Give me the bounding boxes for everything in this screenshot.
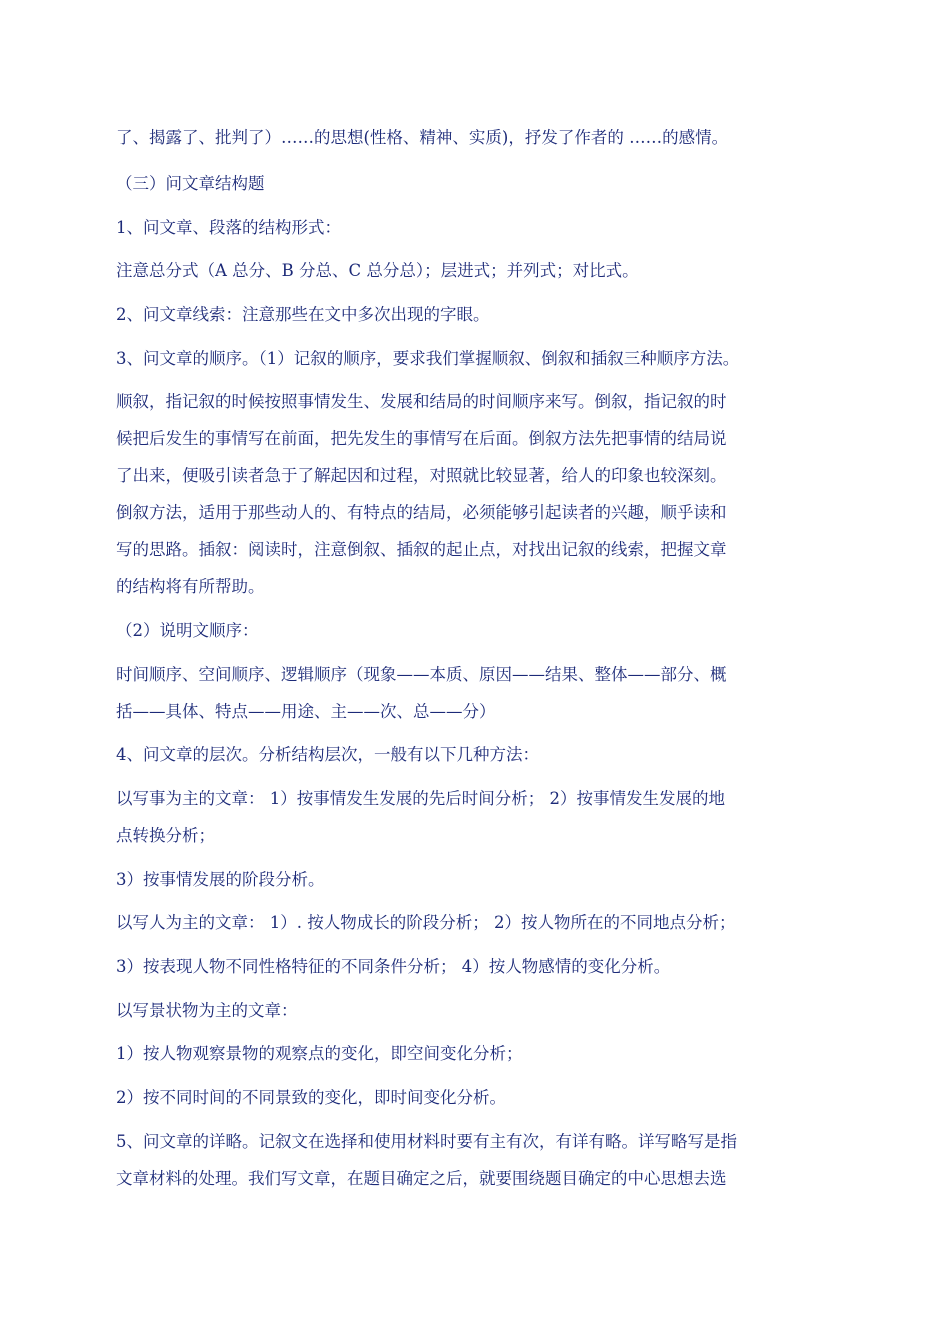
text-line-conclusion: 了、揭露了、批判了）……的思想(性格、精神、实质)，抒发了作者的 ……的感情。 <box>116 128 729 147</box>
text-line: 候把后发生的事情写在前面，把先发生的事情写在后面。倒叙方法先把事情的结局说 <box>116 429 727 448</box>
text-line: 以写景状物为主的文章： <box>116 1001 298 1020</box>
text-line: 以写事为主的文章： 1）按事情发生发展的先后时间分析； 2）按事情发生发展的地 <box>116 789 725 808</box>
item-4-heading: 4、问文章的层次。分析结构层次，一般有以下几种方法： <box>116 745 539 764</box>
item-1-heading: 1、问文章、段落的结构形式： <box>116 218 341 237</box>
text-line: 倒叙方法，适用于那些动人的、有特点的结局，必须能够引起读者的兴趣，顺乎读和 <box>116 503 727 522</box>
subheading-expository-order: （2）说明文顺序： <box>116 621 259 640</box>
text-line: 1）按人物观察景物的观察点的变化，即空间变化分析； <box>116 1044 523 1063</box>
text-line: 以写人为主的文章： 1）. 按人物成长的阶段分析； 2）按人物所在的不同地点分析； <box>116 913 736 932</box>
section-heading-structure: （三）问文章结构题 <box>116 174 265 193</box>
text-line: 3）按事情发展的阶段分析。 <box>116 870 325 889</box>
item-2-heading: 2、问文章线索：注意那些在文中多次出现的字眼。 <box>116 305 490 324</box>
text-line: 写的思路。插叙：阅读时，注意倒叙、插叙的起止点，对找出记叙的线索，把握文章 <box>116 540 727 559</box>
text-line: 文章材料的处理。我们写文章，在题目确定之后，就要围绕题目确定的中心思想去选 <box>116 1169 727 1188</box>
text-line: 时间顺序、空间顺序、逻辑顺序（现象——本质、原因——结果、整体——部分、概 <box>116 665 727 684</box>
text-line: 3）按表现人物不同性格特征的不同条件分析； 4）按人物感情的变化分析。 <box>116 957 671 976</box>
text-line: 2）按不同时间的不同景致的变化，即时间变化分析。 <box>116 1088 506 1107</box>
item-5-heading: 5、问文章的详略。记叙文在选择和使用材料时要有主有次，有详有略。详写略写是指 <box>116 1132 737 1151</box>
text-line: 顺叙，指记叙的时候按照事情发生、发展和结局的时间顺序来写。倒叙，指记叙的时 <box>116 392 727 411</box>
text-line: 注意总分式（A 总分、B 分总、C 总分总）；层进式；并列式；对比式。 <box>116 261 639 280</box>
text-line: 括——具体、特点——用途、主——次、总——分） <box>116 702 496 721</box>
text-line: 了出来，便吸引读者急于了解起因和过程，对照就比较显著，给人的印象也较深刻。 <box>116 466 727 485</box>
text-line: 点转换分析； <box>116 826 215 845</box>
text-line: 的结构将有所帮助。 <box>116 577 265 596</box>
item-3-heading: 3、问文章的顺序。（1）记叙的顺序，要求我们掌握顺叙、倒叙和插叙三种顺序方法。 <box>116 349 740 368</box>
